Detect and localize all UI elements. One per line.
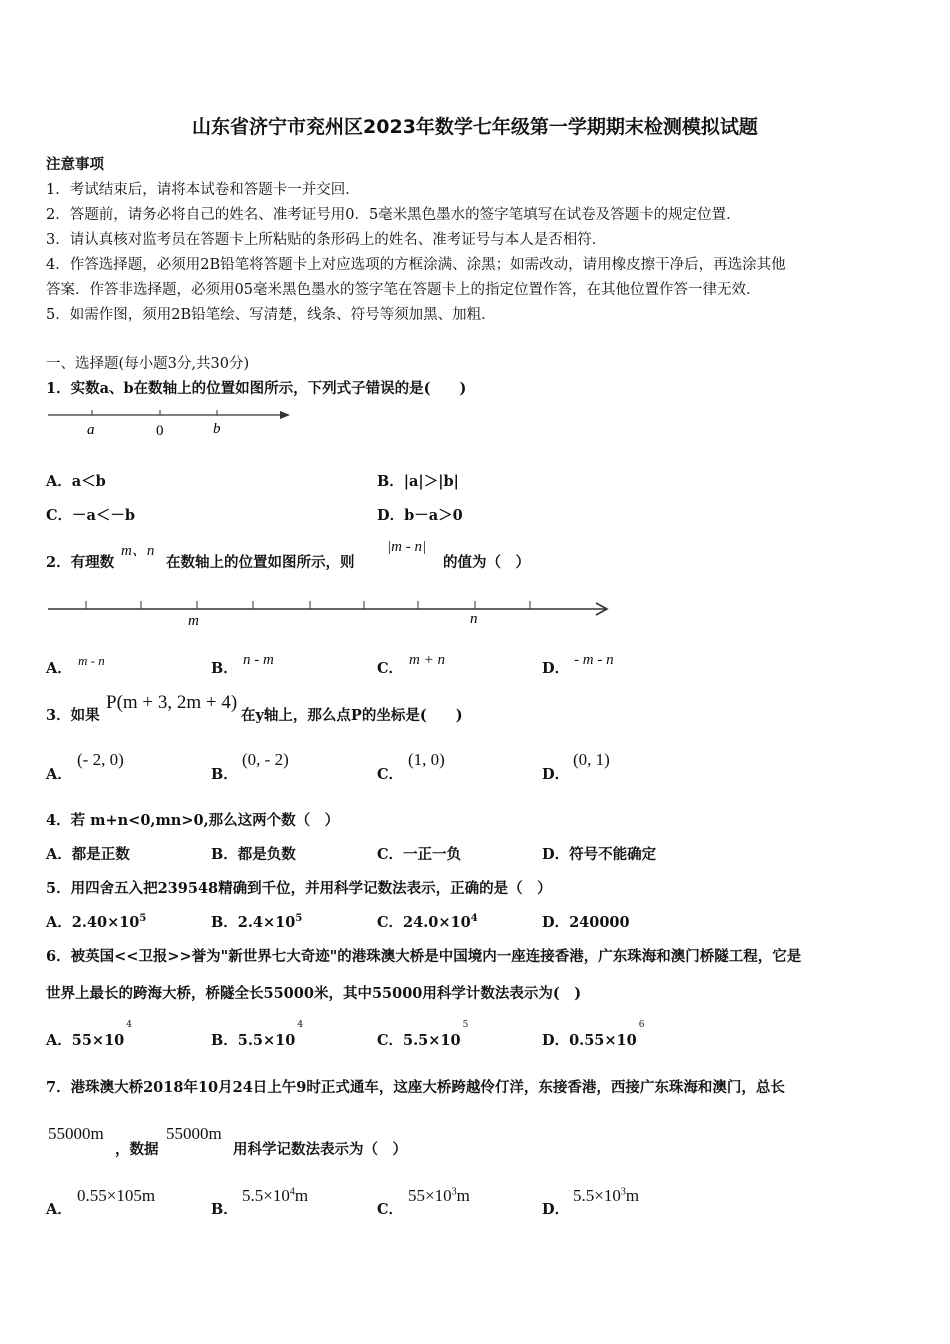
q4-option-c[interactable]: C．一正一负 (377, 846, 462, 863)
question-7-line-1: 7．港珠澳大桥2018年10月24日上午9时正式通车，这座大桥跨越伶仃洋，东接香港，西接广东珠海和澳门，总长 (46, 1079, 785, 1096)
question-3-point: P(m + 3, 2m + 4) (106, 692, 238, 713)
q3-option-a[interactable]: (- 2, 0) (77, 750, 124, 769)
q5-option-d[interactable]: D．240000 (542, 914, 630, 931)
q7-option-d-letter[interactable]: D． (542, 1201, 570, 1218)
q2-option-c[interactable]: m + n (409, 652, 445, 668)
q1-option-c[interactable]: C．－a＜－b (46, 507, 136, 524)
notice-item: 4．作答选择题，必须用2B铅笔将答题卡上对应选项的方框涂满、涂黑；如需改动，请用橡皮擦干净后，再选涂其他 (46, 257, 786, 273)
question-2-vars: m、n (121, 543, 155, 559)
axis-label-zero: 0 (156, 423, 164, 439)
axis-label-m: m (188, 613, 199, 629)
axis-label-b: b (213, 421, 221, 437)
q7-option-d[interactable]: $5.5\times 10^3m$ (573, 1186, 640, 1205)
section-heading: 一、选择题(每小题3分,共30分) (46, 356, 250, 372)
number-line-q1 (40, 400, 300, 440)
question-7-mid: ，数据 (115, 1141, 159, 1158)
q6-option-c[interactable]: C．$5.5\times 10^5$ (377, 1020, 469, 1049)
notice-item: 5．如需作图，须用2B铅笔绘、写清楚，线条、符号等须加黑、加粗． (46, 307, 496, 323)
question-2-stem-c: 的值为（ ） (443, 554, 530, 571)
q3-option-d-letter[interactable]: D． (542, 766, 570, 783)
notice-item: 1．考试结束后，请将本试卷和答题卡一并交回． (46, 182, 360, 198)
q2-option-c-letter[interactable]: C． (377, 660, 404, 677)
axis-label-a: a (87, 422, 95, 438)
q3-option-a-letter[interactable]: A． (46, 766, 72, 783)
q5-option-c[interactable]: C．$24.0\times 10^4$ (377, 913, 478, 931)
q1-option-d[interactable]: D．b－a＞0 (377, 507, 463, 524)
q6-option-b[interactable]: B．$5.5\times 10^4$ (211, 1020, 304, 1049)
q3-option-b-letter[interactable]: B． (211, 766, 238, 783)
q7-option-c-letter[interactable]: C． (377, 1201, 404, 1218)
q1-option-a[interactable]: A．a＜b (46, 473, 106, 490)
question-3-stem-b: 在y轴上，那么点P的坐标是( ) (241, 707, 463, 724)
question-4-stem: 4．若 m+n<0,mn>0,那么这两个数（ ） (46, 812, 340, 829)
question-6-line-2: 世界上最长的跨海大桥，桥隧全长55000米，其中55000用科学计数法表示为( ) (46, 985, 582, 1002)
q4-option-a[interactable]: A．都是正数 (46, 846, 130, 863)
question-2-stem-a: 2．有理数 (46, 554, 115, 571)
question-2-stem-b: 在数轴上的位置如图所示，则 (166, 554, 355, 571)
q3-option-d[interactable]: (0, 1) (573, 750, 610, 769)
q1-option-b[interactable]: B．|a|＞|b| (377, 473, 459, 490)
q7-option-b-letter[interactable]: B． (211, 1201, 238, 1218)
q2-option-d-letter[interactable]: D． (542, 660, 570, 677)
q7-option-c[interactable]: $55\times 10^3m$ (408, 1186, 470, 1205)
notice-item: 3．请认真核对监考员在答题卡上所粘贴的条形码上的姓名、准考证号与本人是否相符． (46, 232, 607, 248)
notice-item: 答案．作答非选择题，必须用05毫米黑色墨水的签字笔在答题卡上的指定位置作答，在其他位置作答一律无效． (46, 282, 761, 298)
page-title: 山东省济宁市兖州区2023年数学七年级第一学期期末检测模拟试题 (192, 116, 758, 138)
q6-option-d[interactable]: D．$0.55\times 10^6$ (542, 1020, 645, 1049)
q2-option-b[interactable]: n - m (243, 652, 274, 668)
q2-option-d[interactable]: - m - n (574, 652, 614, 668)
q3-option-c[interactable]: (1, 0) (408, 750, 445, 769)
question-7-length-2: 55000m (166, 1124, 222, 1143)
q4-option-b[interactable]: B．都是负数 (211, 846, 296, 863)
notice-heading: 注意事项 (46, 156, 104, 173)
question-5-stem: 5．用四舍五入把239548精确到千位，并用科学记数法表示，正确的是（ ） (46, 880, 552, 897)
q6-option-a[interactable]: A．$55\times 10^4$ (46, 1020, 132, 1049)
q7-option-b[interactable]: $5.5\times 10^4m$ (242, 1186, 309, 1205)
q4-option-d[interactable]: D．符号不能确定 (542, 846, 657, 863)
q7-option-a-letter[interactable]: A． (46, 1201, 72, 1218)
question-7-tail: 用科学记数法表示为（ ） (233, 1141, 407, 1158)
notice-item: 2．答题前，请务必将自己的姓名、准考证号用0．5毫米黑色墨水的签字笔填写在试卷及答题卡的规定位置． (46, 207, 741, 223)
q5-option-b[interactable]: B．$2.4\times 10^5$ (211, 913, 303, 931)
axis-label-n: n (470, 611, 478, 627)
q2-option-a-letter[interactable]: A． (46, 660, 72, 677)
question-1-stem: 1．实数a、b在数轴上的位置如图所示，下列式子错误的是( ) (46, 380, 467, 397)
q7-option-a[interactable]: 0.55×105m (77, 1186, 156, 1205)
q2-option-a[interactable]: m - n (78, 653, 105, 668)
number-line-q2 (40, 595, 620, 631)
question-7-length: 55000m (48, 1124, 104, 1143)
question-6-line-1: 6．被英国<<卫报>>誉为"新世界七大奇迹"的港珠澳大桥是中国境内一座连接香港，广东珠海和澳门桥隧工程，它是 (46, 948, 802, 965)
q3-option-c-letter[interactable]: C． (377, 766, 404, 783)
q3-option-b[interactable]: (0, - 2) (242, 750, 289, 769)
question-3-stem-a: 3．如果 (46, 707, 100, 724)
question-2-expr: |m - n| (387, 539, 427, 555)
q2-option-b-letter[interactable]: B． (211, 660, 238, 677)
q5-option-a[interactable]: A．$2.40\times 10^5$ (46, 913, 147, 931)
